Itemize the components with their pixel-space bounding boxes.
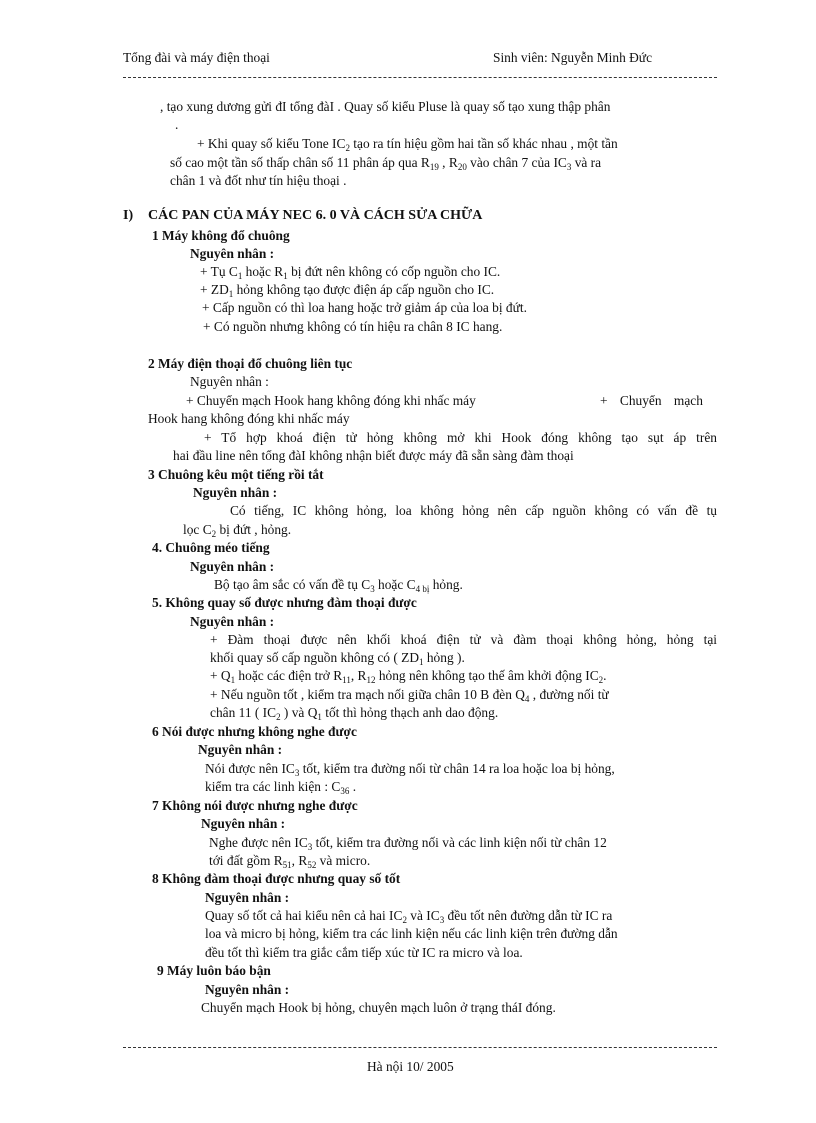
item-9-title: 9 Máy luôn báo bận: [157, 963, 271, 978]
item-1-line-3: + Cấp nguồn có thì loa hang hoặc trở giảm áp của loa bị đứt.: [202, 300, 527, 315]
item-7-line-1: Nghe được nên $IC_3$ tốt, kiểm tra đường nối và các linh kiện nối từ chân 12: [209, 835, 607, 852]
item-2-cause-label: Nguyên nhân :: [190, 374, 269, 389]
item-3-line-2: lọc $C_2$ bị đứt , hỏng.: [183, 522, 292, 539]
section-title: CÁC PAN CỦA MÁY NEC 6. 0 VÀ CÁCH SỬA CHỮA: [148, 208, 483, 223]
section-number: I): [123, 208, 134, 223]
item-5-line-4: + Nếu nguồn tốt , kiểm tra mạch nối giữa chân 10 B đèn $Q_4$ , đường nối từ: [210, 687, 609, 704]
header-left: Tổng đài và máy điện thoại: [123, 50, 270, 65]
item-6-cause-label: Nguyên nhân :: [198, 742, 283, 757]
item-6-line-1: Nói được nên $IC_3$ tốt, kiểm tra đường nối từ chân 14 ra loa hoặc loa bị hỏng,: [205, 761, 615, 778]
item-4-title: 4. Chuông méo tiếng: [152, 540, 270, 555]
item-7-title: 7 Không nói được nhưng nghe được: [152, 798, 358, 813]
item-2-line-2: Hook hang không đóng khi nhấc máy: [148, 411, 350, 426]
item-2-line-4: hai đầu line nên tổng đàI không nhận biết được máy đã sẵn sàng đàm thoại: [173, 448, 574, 463]
item-8-line-3: đều tốt thì kiểm tra giắc cắm tiếp xúc từ IC ra micro và loa.: [205, 945, 523, 960]
header-right: Sinh viên: Nguyễn Minh Đức: [493, 50, 653, 65]
item-5-line-3: + $Q_1$ hoặc các điện trở $R_{11}$, $R_{12}$ hỏng nên không tạo thế âm khởi động $IC_2$.: [210, 668, 607, 685]
footer-date: Hà nội 10/ 2005: [367, 1059, 454, 1074]
item-3-title: 3 Chuông kêu một tiếng rồi tắt: [148, 467, 324, 482]
item-8-title: 8 Không đàm thoại được nhưng quay số tốt: [152, 871, 401, 886]
header-divider: [123, 77, 717, 78]
item-5-title: 5. Không quay số được nhưng đàm thoại được: [152, 595, 417, 610]
item-9-cause-label: Nguyên nhân :: [205, 982, 290, 997]
item-4-cause-label: Nguyên nhân :: [190, 559, 275, 574]
footer-divider: [123, 1047, 717, 1048]
item-3-cause-label: Nguyên nhân :: [193, 485, 278, 500]
item-1-line-1: + Tụ $C_1$ hoặc $R_1$ bị đứt nên không có cốp nguồn cho IC.: [200, 264, 501, 281]
intro-line-1b: .: [175, 117, 179, 132]
item-1-line-4: + Có nguồn nhưng không có tín hiệu ra chân 8 IC hang.: [203, 319, 503, 334]
item-8-cause-label: Nguyên nhân :: [205, 890, 290, 905]
item-9-line-1: Chuyển mạch Hook bị hỏng, chuyên mạch luôn ở trạng tháI đóng.: [201, 1000, 556, 1015]
item-7-cause-label: Nguyên nhân :: [201, 816, 286, 831]
item-1-cause-label: Nguyên nhân :: [190, 246, 275, 261]
item-8-line-2: loa và micro bị hỏng, kiểm tra các linh kiện nếu các linh kiện trên đường dẫn: [205, 926, 618, 941]
item-5-cause-label: Nguyên nhân :: [190, 614, 275, 629]
item-5-line-2: khối quay số cấp nguồn không có ( $ZD_1$ hỏng ).: [210, 650, 465, 667]
item-3-line-1: Có tiếng, IC không hỏng, loa không hỏng nên cấp nguồn không có vấn đề tụ: [230, 503, 717, 518]
intro-line-1: , tạo xung dương gửi đI tổng đàI . Quay số kiểu Pluse là quay số tạo xung thập phân: [160, 99, 611, 114]
item-5-line-1: + Đàm thoại được nên khối khoá điện tử và đàm thoại không hỏng, hỏng tại: [210, 632, 717, 647]
intro-tone-line-2: số cao một tần số thấp chân số 11 phân áp qua $R_{19}$ , $R_{20}$ vào chân 7 của $IC_3$ và ra: [170, 155, 602, 172]
item-8-line-1: Quay số tốt cả hai kiểu nên cả hai $IC_2$ và $IC_3$ đều tốt nên đường dẫn từ IC ra: [205, 908, 613, 925]
item-1-line-2: + $ZD_1$ hỏng không tạo được điện áp cấp nguồn cho IC.: [200, 282, 495, 299]
intro-tone-line-3: chân 1 và đốt như tín hiệu thoại .: [170, 173, 347, 188]
intro-tone-line-1: + Khi quay số kiểu Tone $IC_2$ tạo ra tín hiệu gồm hai tần số khác nhau , một tần: [197, 136, 618, 153]
item-2-title: 2 Máy điện thoại đổ chuông liên tục: [148, 356, 353, 371]
item-6-line-2: kiểm tra các linh kiện : $C_{36}$ .: [205, 779, 357, 796]
item-4-line-1: Bộ tạo âm sắc có vấn đề tụ $C_3$ hoặc $C_{4 bị}$ hỏng.: [214, 577, 463, 594]
item-2-line-1b: + Chuyển mạch: [600, 393, 703, 408]
item-5-line-5: chân 11 ( $IC_2$ ) và $Q_1$ tốt thì hỏng thạch anh dao động.: [210, 705, 499, 722]
item-7-line-2: tới đất gồm $R_{51}$, $R_{52}$ và micro.: [209, 853, 371, 870]
item-6-title: 6 Nói được nhưng không nghe được: [152, 724, 357, 739]
item-1-title: 1 Máy không đổ chuông: [152, 228, 290, 243]
item-2-line-3: + Tổ hợp khoá điện tử hỏng không mở khi Hook đóng không tạo sụt áp trên: [204, 430, 717, 445]
item-2-line-1a: + Chuyển mạch Hook hang không đóng khi nhấc máy: [186, 393, 476, 408]
